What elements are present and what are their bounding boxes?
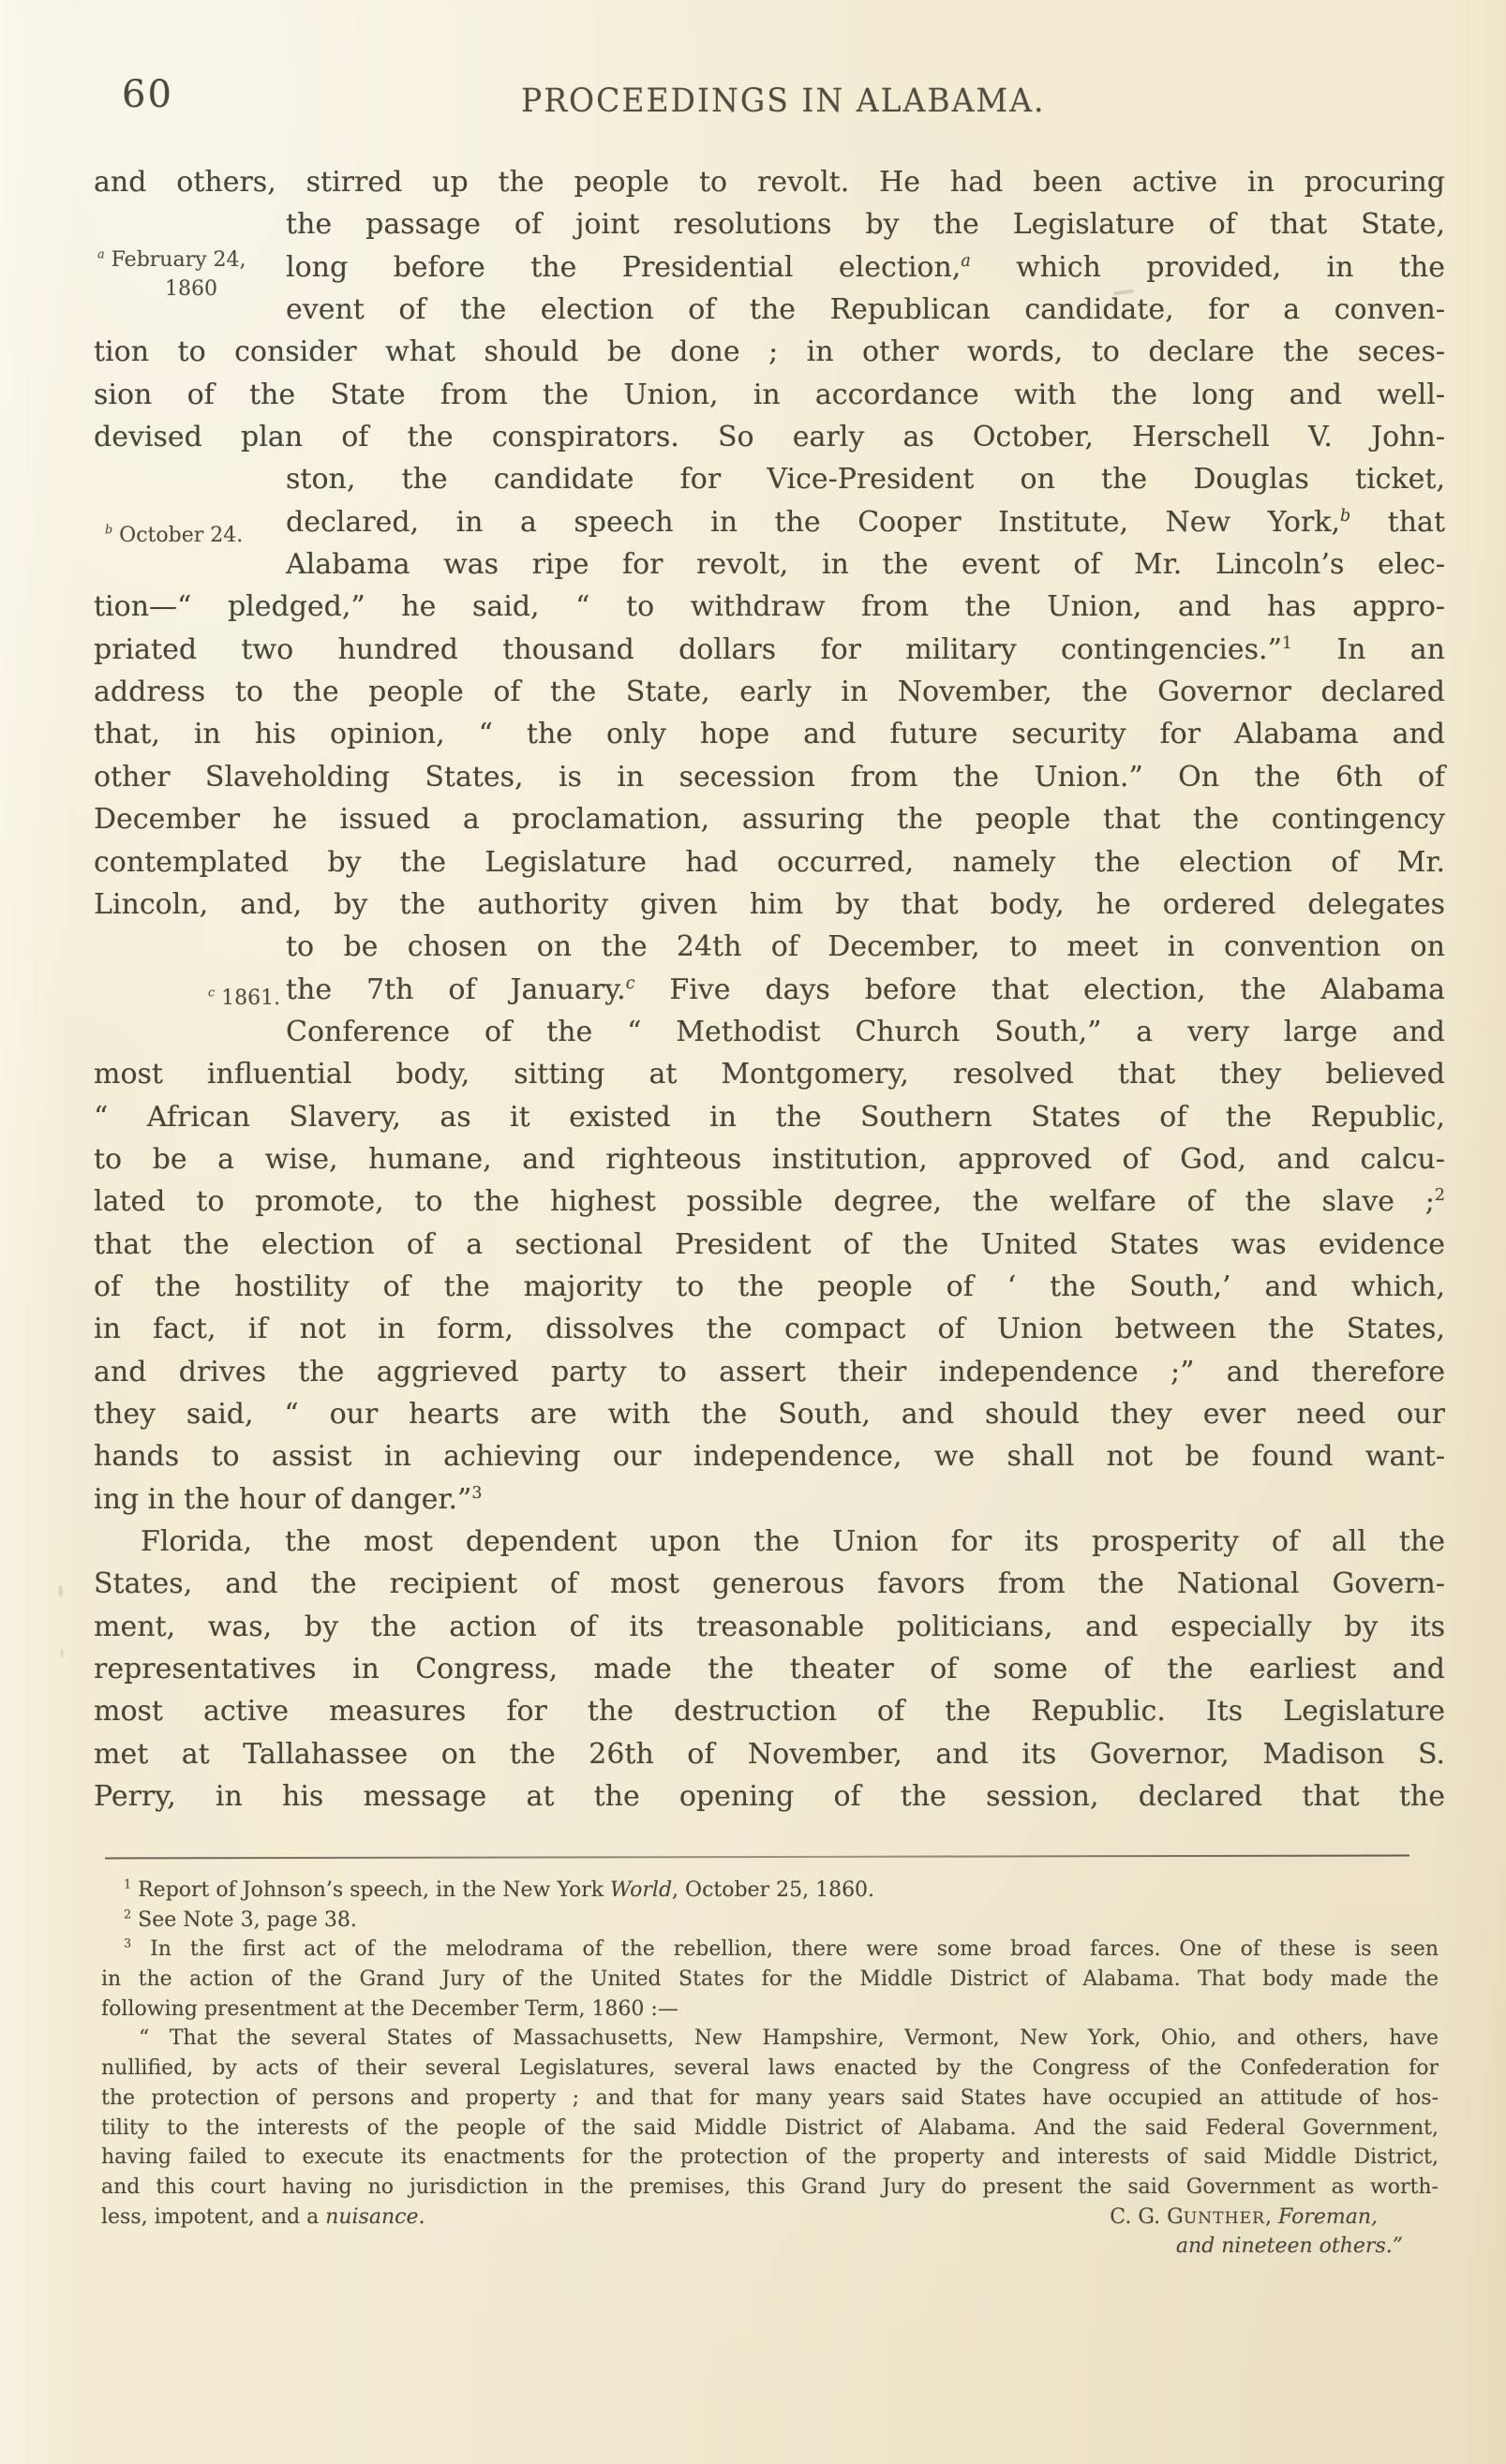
text-segment-supi: a [961,251,971,271]
text-segment: address to the people of the State, early in November, the Governor declared [94,675,1445,709]
margin-note-line: $^b$ October 24. [105,523,244,547]
footnote-rule [105,1855,1409,1860]
text-segment: hands to assist in achieving our independence, we shall not be found want- [94,1440,1445,1474]
text-segment: event of the election of the Republican candidate, for a conven- [286,293,1445,327]
text-line [94,1563,1445,1605]
text-segment-sup: 3 [471,1483,483,1503]
text-segment-i: Foreman, [1278,2204,1378,2229]
footnote-line [101,2024,1439,2054]
text-segment: representatives in Congress, made the theater of some of the earliest and [94,1653,1445,1686]
text-segment: met at Tallahassee on the 26th of November, and its Governor, Madison S. [94,1737,1445,1771]
text-segment: Five days before that election, the Alabama [634,972,1445,1006]
text-segment: ston, the candidate for Vice-President on the Douglas ticket, [286,463,1445,497]
footnote-line [101,2143,1439,2173]
text-segment: which provided, in the [970,250,1445,284]
text-segment: that, in his opinion, “ the only hope and future security for Alabama and [94,718,1445,751]
text-segment: in the action of the Grand Jury of the United States for the Middle District of Alabama. That body made the [101,1967,1439,1992]
margin-note-line: $^a$ February 24, [97,247,246,272]
text-line [94,1775,1445,1818]
text-segment: and this court having no jurisdiction in the premises, this Grand Jury do present the said Government as worth- [101,2175,1439,2199]
text-line [94,713,1445,755]
text-segment-sc: UNTHER [1183,2208,1266,2228]
text-line [94,289,1445,331]
text-line [94,671,1445,713]
text-segment: lated to promote, to the highest possible degree, the welfare of the slave ; [94,1185,1435,1219]
text-segment: the passage of joint resolutions by the Legislature of that State, [286,208,1445,242]
text-line [94,1138,1445,1180]
text-line [94,1308,1445,1350]
footnote-line [101,1876,1439,1906]
text-segment: priated two hundred thousand dollars for military contingencies.” [94,632,1282,666]
text-line [94,1266,1445,1308]
text-segment: See Note 3, page 38. [131,1907,357,1932]
text-line [94,926,1445,968]
text-segment: to be a wise, humane, and righteous institution, approved of God, and calcu- [94,1142,1445,1176]
text-line [94,458,1445,500]
text-segment: they said, “ our hearts are with the South, and should they ever need our [94,1397,1445,1431]
footnote-line [101,1906,1439,1936]
text-segment: nullified, by acts of their several Legislatures, several laws enacted by the Congress of the Confederation for [101,2056,1439,2081]
text-line [94,501,1445,543]
footnotes [101,1876,1439,2262]
text-line [94,1224,1445,1266]
text-segment: Alabama was ripe for revolt, in the event of Mr. Lincoln’s elec- [286,548,1445,582]
text-segment-i: nuisance. [325,2204,425,2229]
text-line [94,416,1445,458]
text-line [94,161,1445,203]
scan-artifact [58,1585,63,1596]
text-segment-sup: 3 [124,1937,132,1952]
text-segment: Conference of the “ Methodist Church South,” a very large and [286,1015,1445,1048]
text-segment: less, impotent, and a [101,2204,326,2229]
text-line [94,969,1445,1011]
text-line [94,1521,1445,1563]
footnote-line [101,2173,1439,2203]
text-segment: Florida, the most dependent upon the Union for its prosperity of all the [141,1525,1445,1558]
text-segment: ment, was, by the action of its treasonable politicians, and especially by its [94,1610,1445,1643]
footnote-line [101,1965,1439,1995]
text-line [94,1690,1445,1732]
text-line [94,331,1445,373]
text-segment-sup: 1 [124,1878,132,1893]
text-segment-sup: 2 [1434,1186,1445,1206]
text-segment: devised plan of the conspirators. So early as October, Herschell V. John- [94,421,1445,454]
text-segment: , October 25, 1860. [672,1878,875,1902]
margin-note-line: $^c$ 1861. [208,986,281,1010]
footnote-line [101,2084,1439,2114]
text-line [94,629,1445,671]
margin-note-line: 1860 [165,277,217,301]
text-line [94,374,1445,416]
text-line [94,1648,1445,1690]
text-segment: long before the Presidential election, [286,250,962,284]
text-line [94,1435,1445,1477]
footnote-marker: a [97,247,105,262]
text-segment: the protection of persons and property ; and that for many years said States have occupied an attitude of hos- [101,2085,1439,2110]
text-segment: following presentment at the December Term, 1860 :— [101,1996,678,2021]
text-line [94,543,1445,586]
text-line [94,246,1445,289]
text-line [94,1096,1445,1138]
text-line [94,1733,1445,1775]
text-line [94,1351,1445,1393]
text-line [94,883,1445,926]
text-segment: , [1265,2204,1279,2229]
footnote-line [101,2054,1439,2084]
text-line [94,1478,1445,1521]
text-segment: to be chosen on the 24th of December, to meet in convention on [286,930,1445,964]
text-line [94,203,1445,245]
footnote-line [101,2232,1439,2262]
text-segment: that [1350,505,1445,539]
text-segment: sion of the State from the Union, in accordance with the long and well- [94,378,1445,411]
text-segment: of the hostility of the majority to the people of ‘ the South,’ and which, [94,1269,1445,1303]
text-segment: declared, in a speech in the Cooper Institute, New York, [286,505,1341,539]
text-line [94,1053,1445,1095]
text-segment: and others, stirred up the people to revolt. He had been active in procuring [94,166,1445,199]
text-segment: tion—“ pledged,” he said, “ to withdraw from the Union, and has appro- [94,590,1445,624]
text-segment: “ That the several States of Massachusetts, New Hampshire, Vermont, New York, Ohio, and others, have [139,2026,1439,2051]
text-line [94,798,1445,840]
text-segment: December he issued a proclamation, assuring the people that the contingency [94,803,1445,837]
scan-artifact [60,1649,64,1657]
text-segment-supi: b [1340,506,1351,526]
text-segment: tility to the interests of the people of the said Middle District of Alabama. And the said Federal Government, [101,2115,1439,2140]
text-segment: tion to consider what should be done ; in other words, to declare the seces- [94,335,1445,369]
page-number: 60 [122,73,173,116]
text-segment-sup: 2 [124,1907,132,1922]
text-segment: Perry, in his message at the opening of the session, declared that the [94,1780,1445,1814]
text-line [94,756,1445,798]
text-segment: most active measures for the destruction of the Republic. Its Legislature [94,1695,1445,1729]
text-segment: contemplated by the Legislature had occurred, namely the election of Mr. [94,845,1445,879]
text-segment: Report of Johnson’s speech, in the New York [131,1878,611,1902]
text-segment: and drives the aggrieved party to assert their independence ;” and therefore [94,1355,1445,1388]
text-segment: “ African Slavery, as it existed in the Southern States of the Republic, [94,1100,1445,1134]
text-segment: the 7th of January. [286,972,626,1006]
footnote-marker: c [208,986,216,1001]
text-segment: Lincoln, and, by the authority given him by that body, he ordered delegates [94,887,1445,921]
text-segment: ing in the hour of danger.” [94,1482,472,1516]
text-segment: States, and the recipient of most generous favors from the National Govern- [94,1567,1445,1601]
text-segment: C. G. G [1110,2204,1184,2229]
text-segment-i: World [610,1878,673,1902]
text-segment: other Slaveholding States, is in secession from the Union.” On the 6th of [94,760,1445,794]
text-segment: having failed to execute its enactments for the protection of the property and interests of said Middle District, [101,2145,1439,2170]
text-segment: in fact, if not in form, dissolves the compact of Union between the States, [94,1313,1445,1346]
text-segment: In the first act of the melodrama of the rebellion, there were some broad farces. One of these is seen [131,1937,1439,1962]
text-line [94,1011,1445,1053]
footnote-line [101,2114,1439,2144]
running-head: PROCEEDINGS IN ALABAMA. [521,81,1046,120]
text-segment-sup: 1 [1281,633,1292,653]
text-line [94,1606,1445,1648]
text-line [94,1393,1445,1435]
text-line [94,586,1445,628]
text-segment: that the election of a sectional President of the United States was evidence [94,1227,1445,1261]
text-segment-supi: c [625,973,635,993]
signature [1110,2203,1378,2234]
footnote-line [101,1995,1439,2025]
footnote-line [101,2203,1439,2233]
text-segment: In an [1292,632,1445,666]
text-line [94,841,1445,883]
footnote-line [101,1935,1439,1965]
text-line [94,1180,1445,1223]
text-segment: most influential body, sitting at Montgomery, resolved that they believed [94,1058,1445,1091]
text-segment-i: and nineteen others.” [1175,2234,1403,2259]
body-text [94,161,1445,1818]
footnote-marker: b [105,523,113,538]
